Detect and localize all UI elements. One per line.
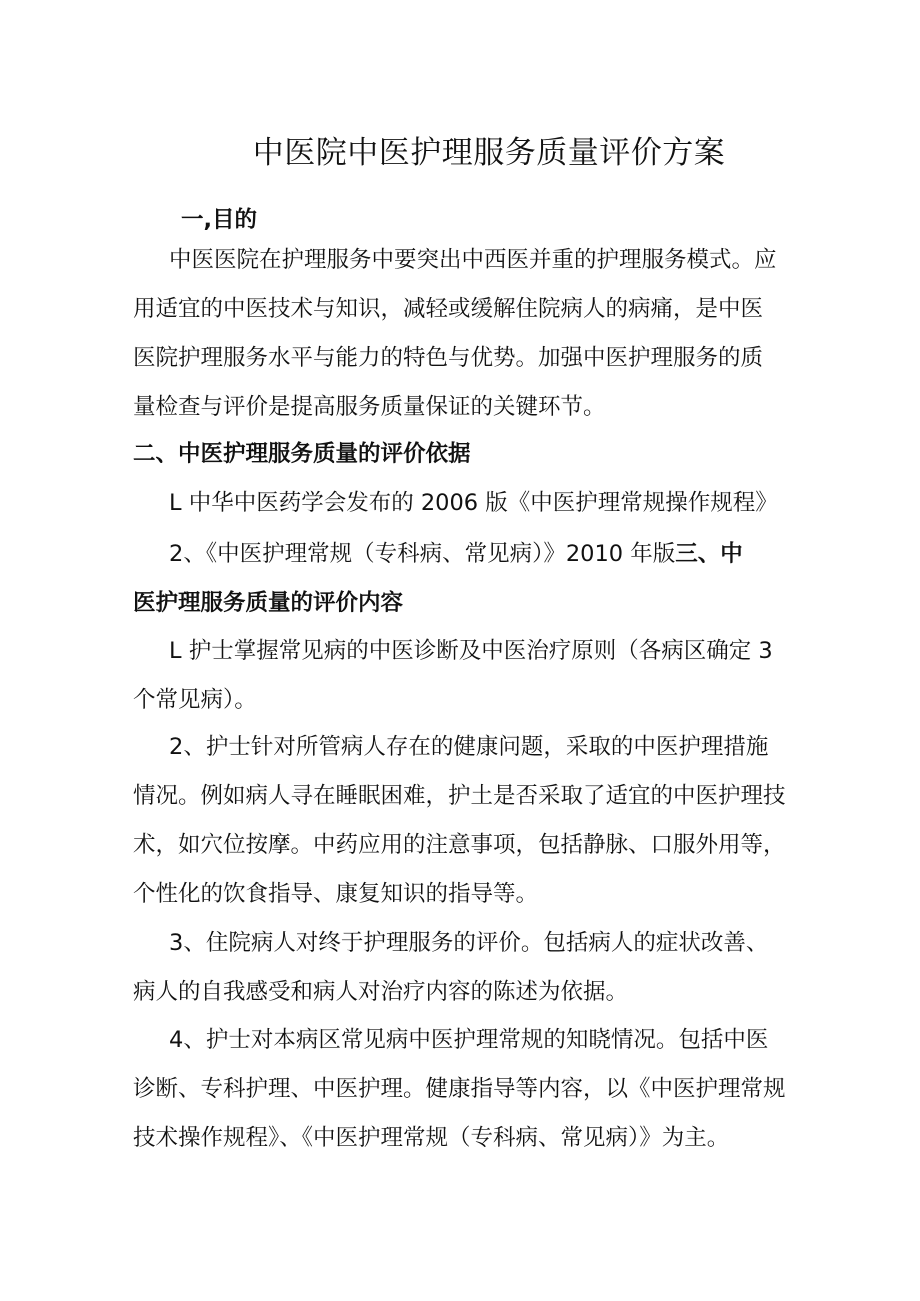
paragraph-line: 用适宜的中医技术与知识，减轻或缓解住院病人的病痛，是中医 <box>133 296 764 322</box>
paragraph-line: 病人的自我感受和病人对治疗内容的陈述为依据。 <box>133 979 629 1005</box>
paragraph-line: 3、住院病人对终于护理服务的评价。包括病人的症状改善、 <box>169 930 769 956</box>
section3-heading-end: 医护理服务质量的评价内容 <box>133 590 404 616</box>
list-item-text: 2、《中医护理常规（专科病、常见病）》2010 年版 <box>169 541 676 567</box>
section1-paragraph <box>133 236 813 432</box>
paragraph-line: 2、护士针对所管病人存在的健康问题，采取的中医护理措施 <box>169 734 769 760</box>
section2-heading: 二、中医护理服务质量的评价依据 <box>133 441 471 467</box>
section3-item-4 <box>133 1016 813 1163</box>
paragraph-line: 医院护理服务水平与能力的特色与优势。加强中医护理服务的质 <box>133 345 764 371</box>
list-item: L 中华中医药学会发布的 2006 版《中医护理常规操作规程》 <box>169 490 778 516</box>
list-item <box>133 530 813 579</box>
section3-item-3 <box>133 919 813 1017</box>
paragraph-line: 诊断、专科护理、中医护理。健康指导等内容，以《中医护理常规 <box>133 1076 786 1102</box>
paragraph-line: 情况。例如病人寻在睡眠困难，护土是否采取了适宜的中医护理技 <box>133 783 786 809</box>
paragraph-line: 量检查与评价是提高服务质量保证的关键环节。 <box>133 394 606 420</box>
section3-heading-start: 三、中 <box>675 541 743 567</box>
paragraph-line: 中医医院在护理服务中要突出中西医并重的护理服务模式。应 <box>169 247 777 273</box>
paragraph-line: L 护士掌握常见病的中医诊断及中医治疗原则（各病区确定 3 <box>169 638 773 664</box>
paragraph-line: 术，如穴位按摩。中药应用的注意事项，包括静脉、口服外用等， <box>133 832 786 858</box>
paragraph-line: 4、护士对本病区常见病中医护理常规的知晓情况。包括中医 <box>169 1027 769 1053</box>
section3-item-2 <box>133 723 813 919</box>
section1-heading: 一,目的 <box>181 207 258 233</box>
section2-item-2 <box>133 530 813 628</box>
section2-item-1 <box>133 479 813 528</box>
paragraph-line: 个性化的饮食指导、康复知识的指导等。 <box>133 881 539 907</box>
section3-item-1 <box>133 627 813 725</box>
paragraph-line: 个常见病）。 <box>133 687 257 713</box>
paragraph-line: 技术操作规程》、《中医护理常规（专科病、常见病）》为主。 <box>133 1125 730 1151</box>
document-title: 中医院中医护理服务质量评价方案 <box>252 135 726 171</box>
